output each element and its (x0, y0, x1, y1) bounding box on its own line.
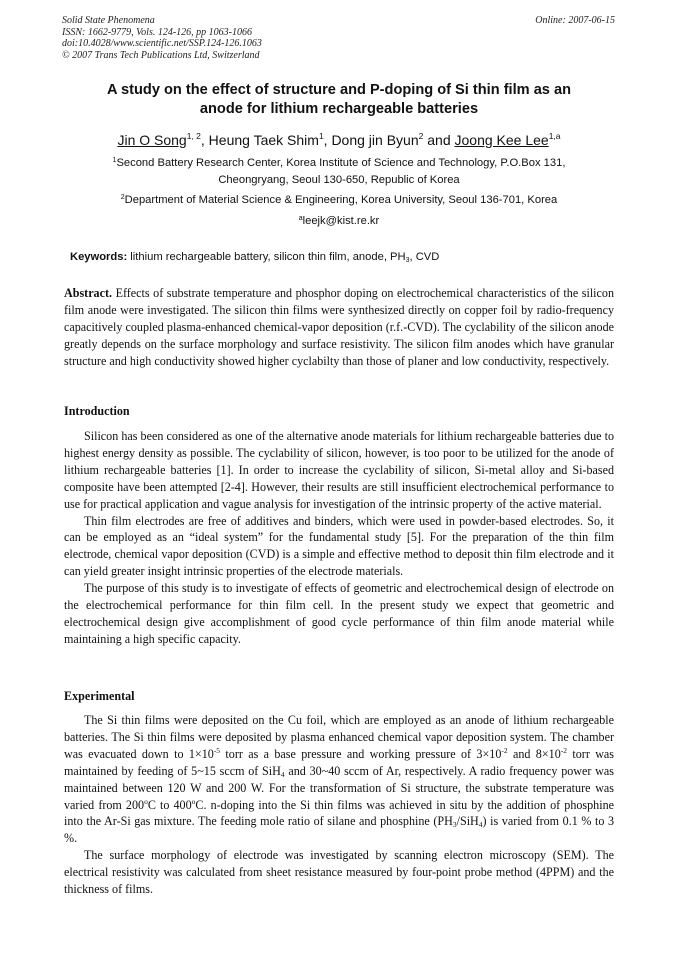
introduction-section (64, 428, 614, 648)
keywords (70, 250, 439, 265)
author-name: Jin O Song (117, 132, 187, 148)
author-affiliation-mark: 2 (418, 131, 424, 141)
author-affiliation-mark: 1,a (548, 131, 561, 141)
experimental-section (64, 712, 614, 898)
affiliation-mark: 2 (120, 194, 125, 201)
copyright: © 2007 Trans Tech Publications Ltd, Switzerland (62, 49, 260, 61)
affiliation-text: Cheongryang, Seoul 130-650, Republic of Korea (218, 173, 460, 186)
keywords-tail: , CVD (409, 251, 440, 263)
author-name: , Heung Taek Shim (200, 132, 319, 148)
contact-email (64, 213, 614, 230)
keywords-label: Keywords: (70, 251, 128, 263)
author-affiliation-mark: 1, 2 (186, 131, 201, 141)
author-separator: and (423, 132, 455, 148)
journal-name: Solid State Phenomena (62, 15, 155, 26)
title-line-1: A study on the effect of structure and P-doping of Si thin film as an (106, 82, 572, 98)
paragraph: The purpose of this study is to investigate of effects of geometric and electrochemical design of electrode on the electrochemical performance for thin film cell. In the present study we expect that geometric and electrochemical design give accomplishment of good cycle performance of thin film anode material while maintaining a high specific capacity. (64, 581, 614, 646)
issn: ISSN: 1662-9779, Vols. 124-126, pp 1063-1066 (62, 26, 252, 38)
email-mark: a (298, 215, 303, 222)
abstract (64, 285, 614, 370)
paper-title (64, 81, 614, 119)
abstract-text: Effects of substrate temperature and phosphor doping on electrochemical characteristics of the silicon film anode were investigated. The silicon thin films were synthesized directly on copper foil by radio-frequency capacitively coupled plasma-enhanced chemical-vapor deposition (r.f.-CVD). The cyclability of the silicon anode greatly depends on the surface morphology and surface resistivity. The silicon film anodes which have granular structure and high conductivity showed higher cyclabilty than those of planer and low conductivity, respectively. (64, 286, 614, 368)
abstract-label: Abstract. (64, 286, 113, 300)
doi: doi:10.4028/www.scientific.net/SSP.124-126.1063 (62, 38, 262, 49)
title-line-2: anode for lithium rechargeable batteries (199, 101, 479, 117)
section-heading-experimental: Experimental (64, 689, 135, 703)
author-affiliation-mark: 1 (318, 131, 324, 141)
affiliation-1 (64, 155, 614, 188)
journal-info (62, 15, 262, 61)
section-heading-introduction: Introduction (64, 404, 130, 418)
paragraph: Silicon has been considered as one of the alternative anode materials for lithium rechargeable batteries due to highest energy density as possible. The cyclability of silicon, however, is too poor to be utilized for the anode of lithium rechargeable batteries [1]. In order to increase the cyclability of silicon, Si-metal alloy and Si-based composite have been attempted [2-4]. However, their results are still insufficient electrochemical performance to use for practical application and vague analysis for investigation of the intrinsic property of the active material. (64, 429, 614, 511)
online-date: Online: 2007-06-15 (535, 15, 615, 26)
paragraph: Thin film electrodes are free of additives and binders, which were used in powder-based electrodes. So, it can be employed as an “ideal system” for the fundamental study [5]. For the preparation of the thin film electrode, chemical vapor deposition (CVD) is a simple and effective method to deposit thin film electrode and it can yield greater insight intrinsic properties of the electrode materials. (64, 513, 614, 579)
affiliation-text: Department of Material Science & Engineering, Korea University, Seoul 136-701, Korea (124, 194, 558, 206)
corresponding-author-name: Joong Kee Lee (454, 132, 549, 148)
keywords-text: lithium rechargeable battery, silicon thin film, anode, PH (127, 251, 406, 263)
email-address: leejk@kist.re.kr (302, 215, 380, 227)
affiliation-2 (64, 192, 614, 209)
author-name: , Dong jin Byun (323, 132, 419, 148)
author-list (64, 131, 614, 149)
paragraph: The Si thin films were deposited on the Cu foil, which are employed as an anode of lithium rechargeable batteries. The Si thin films were deposited by plasma enhanced chemical vapor deposition system. The chamber was evacuated down to $1\times 10^{-5}$ torr as a base pressure and working pressure of $3\times 10^{-2}$ and $8\times 10^{-2}$ torr was maintained by feeding of 5~15 sccm of SiH$_4$ and 30~40 sccm of Ar, respectively. A radio frequency power was maintained between 120 W and 200 W. For the transformation of Si structure, the substrate temperature was varied from 200$^o$C to 400$^o$C. n-doping into the Si thin films was achieved in situ by the addition of phosphine into the Ar-Si gas mixture. The feeding mole ratio of silane and phosphine $(PH_3/SiH_4)$ is varied from 0.1 % to 3 %. (64, 713, 615, 846)
affiliation-text: Second Battery Research Center, Korea Institute of Science and Technology, P.O.Box 131, (116, 157, 566, 169)
paragraph: The surface morphology of electrode was investigated by scanning electron microscopy (SEM). The electrical resistivity was calculated from sheet resistance measured by four-point probe method (4PPM) and the thickness of films. (64, 848, 614, 897)
affiliation-mark: 1 (112, 157, 117, 164)
keywords-subscript: 3 (405, 257, 410, 264)
